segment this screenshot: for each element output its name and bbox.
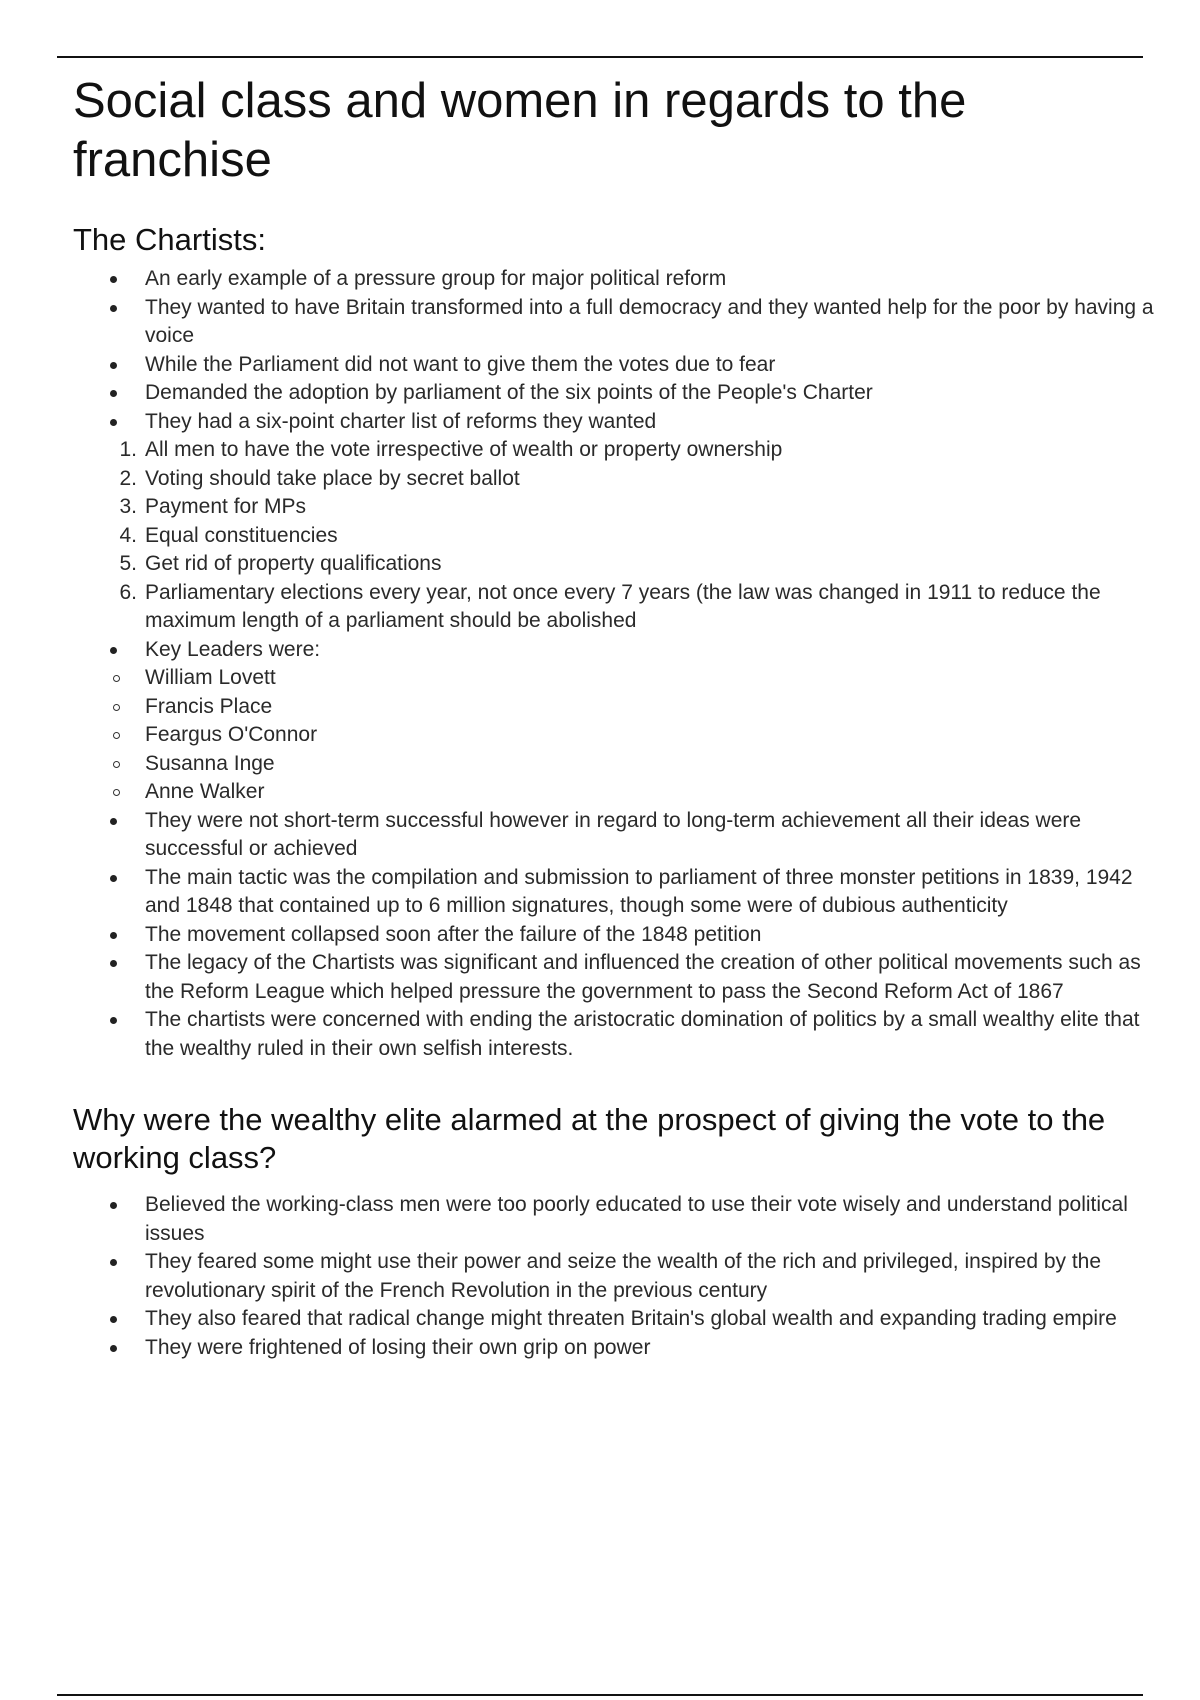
- bullet-icon: [110, 1316, 117, 1323]
- list-item: Key Leaders were:: [73, 636, 1163, 665]
- list-item: They also feared that radical change might threaten Britain's global wealth and expanding trading empire: [73, 1305, 1163, 1334]
- bullet-icon: [110, 647, 117, 654]
- list-item: Believed the working-class men were too poorly educated to use their vote wisely and understand political issues: [73, 1191, 1163, 1248]
- charter-point: 1. All men to have the vote irrespective of wealth or property ownership: [119, 438, 783, 461]
- charter-point: 6. Parliamentary elections every year, not once every 7 years (the law was changed in 1911 to reduce the maximum length of a parliament should be abolished: [119, 580, 1101, 632]
- charter-point: 5. Get rid of property qualifications: [119, 552, 442, 575]
- leader-item: William Lovett: [73, 664, 1163, 693]
- bottom-rule: [57, 1694, 1143, 1696]
- bullet-icon: [110, 1259, 117, 1266]
- bullet-icon: [110, 932, 117, 939]
- charter-point: 4. Equal constituencies: [119, 523, 338, 547]
- list-item: Demanded the adoption by parliament of the six points of the People's Charter: [73, 379, 1163, 408]
- bullet-icon: [110, 1202, 117, 1209]
- section-heading-wealthy-elite: Why were the wealthy elite alarmed at the prospect of giving the vote to the working class?: [73, 1102, 1106, 1175]
- document-title: Social class and women in regards to the franchise: [73, 74, 967, 187]
- leaders-bullet: [73, 636, 1163, 665]
- bullet-icon: [110, 1345, 117, 1352]
- section-heading-chartists: The Chartists:: [73, 222, 266, 257]
- list-item: They were not short-term successful however in regard to long-term achievement all their ideas were successful or achieved: [73, 807, 1163, 864]
- circle-bullet-icon: [113, 732, 120, 739]
- bullet-icon: [110, 960, 117, 967]
- leader-item: Susanna Inge: [73, 750, 1163, 779]
- list-item: The chartists were concerned with ending the aristocratic domination of politics by a small wealthy elite that the wealthy ruled in their own selfish interests.: [73, 1006, 1163, 1063]
- circle-bullet-icon: [113, 761, 120, 768]
- bullet-icon: [110, 419, 117, 426]
- leader-item: Francis Place: [73, 693, 1163, 722]
- wealthy-elite-bullet-list: [73, 1191, 1163, 1362]
- chartists-bullet-list-continued: [73, 807, 1163, 1064]
- list-item: The legacy of the Chartists was significant and influenced the creation of other political movements such as the Reform League which helped pressure the government to pass the Second Reform Act of 1867: [73, 949, 1163, 1006]
- list-item: An early example of a pressure group for major political reform: [73, 265, 1163, 294]
- list-item: They were frightened of losing their own grip on power: [73, 1334, 1163, 1363]
- circle-bullet-icon: [113, 789, 120, 796]
- list-item: They had a six-point charter list of reforms they wanted: [73, 408, 1163, 437]
- bullet-icon: [110, 875, 117, 882]
- list-item: The movement collapsed soon after the failure of the 1848 petition: [73, 921, 1163, 950]
- leader-item: Feargus O'Connor: [73, 721, 1163, 750]
- charter-point: 2. Voting should take place by secret ballot: [119, 466, 520, 490]
- bullet-icon: [110, 276, 117, 283]
- list-item: The main tactic was the compilation and submission to parliament of three monster petitions in 1839, 1942 and 1848 that contained up to 6 million signatures, though some were of dubious authenticity: [73, 864, 1163, 921]
- list-item: They feared some might use their power and seize the wealth of the rich and privileged, inspired by the revolutionary spirit of the French Revolution in the previous century: [73, 1248, 1163, 1305]
- bullet-icon: [110, 1017, 117, 1024]
- list-item: They wanted to have Britain transformed into a full democracy and they wanted help for the poor by having a voice: [73, 294, 1163, 351]
- chartists-bullet-list: [73, 265, 1163, 436]
- bullet-icon: [110, 305, 117, 312]
- circle-bullet-icon: [113, 704, 120, 711]
- bullet-icon: [110, 362, 117, 369]
- leader-item: Anne Walker: [73, 778, 1163, 807]
- bullet-icon: [110, 390, 117, 397]
- list-item: While the Parliament did not want to give them the votes due to fear: [73, 351, 1163, 380]
- document-page: [73, 72, 1163, 1362]
- top-rule: [57, 56, 1143, 58]
- leaders-list: [73, 664, 1163, 807]
- bullet-icon: [110, 818, 117, 825]
- charter-point: 3. Payment for MPs: [119, 495, 307, 518]
- charter-points-list: [73, 436, 1163, 636]
- circle-bullet-icon: [113, 675, 120, 682]
